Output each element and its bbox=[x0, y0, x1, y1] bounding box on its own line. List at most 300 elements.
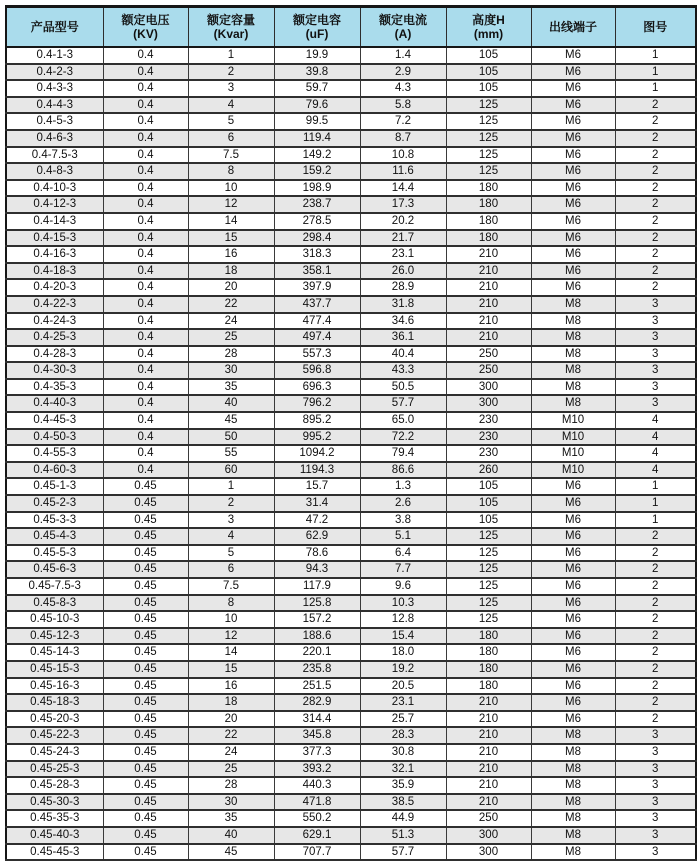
table-cell: M6 bbox=[531, 163, 615, 180]
table-cell: 210 bbox=[446, 794, 531, 811]
table-cell: 5.8 bbox=[360, 97, 446, 114]
table-cell: 0.4-12-3 bbox=[6, 196, 103, 213]
table-cell: 15.4 bbox=[360, 628, 446, 645]
table-cell: 0.45-5-3 bbox=[6, 545, 103, 562]
table-cell: 40.4 bbox=[360, 346, 446, 363]
table-cell: 250 bbox=[446, 362, 531, 379]
table-cell: M8 bbox=[531, 362, 615, 379]
table-cell: 0.4 bbox=[103, 263, 188, 280]
table-cell: 23.1 bbox=[360, 694, 446, 711]
table-row bbox=[6, 230, 696, 247]
table-cell: 278.5 bbox=[274, 213, 360, 230]
table-cell: M8 bbox=[531, 744, 615, 761]
table-cell: 25 bbox=[188, 761, 274, 778]
table-cell: 300 bbox=[446, 379, 531, 396]
table-cell: 210 bbox=[446, 313, 531, 330]
table-cell: 995.2 bbox=[274, 429, 360, 446]
header-label: 产品型号 bbox=[30, 20, 79, 34]
table-row bbox=[6, 810, 696, 827]
table-cell: 45 bbox=[188, 412, 274, 429]
table-row bbox=[6, 495, 696, 512]
header-rated-current bbox=[360, 7, 446, 48]
table-cell: 0.45-30-3 bbox=[6, 794, 103, 811]
table-cell: M6 bbox=[531, 130, 615, 147]
table-cell: 125 bbox=[446, 528, 531, 545]
table-cell: 2 bbox=[615, 97, 696, 114]
table-cell: 0.45-4-3 bbox=[6, 528, 103, 545]
table-cell: 238.7 bbox=[274, 196, 360, 213]
table-cell: 2 bbox=[615, 711, 696, 728]
table-cell: 210 bbox=[446, 744, 531, 761]
table-cell: 0.45 bbox=[103, 678, 188, 695]
table-row bbox=[6, 213, 696, 230]
table-row bbox=[6, 611, 696, 628]
table-cell: 9.6 bbox=[360, 578, 446, 595]
table-row bbox=[6, 628, 696, 645]
table-cell: M6 bbox=[531, 561, 615, 578]
table-cell: 22 bbox=[188, 727, 274, 744]
table-cell: 2 bbox=[615, 545, 696, 562]
table-cell: 2 bbox=[615, 661, 696, 678]
table-cell: 47.2 bbox=[274, 512, 360, 529]
table-cell: 180 bbox=[446, 661, 531, 678]
table-cell: 11.6 bbox=[360, 163, 446, 180]
table-cell: 0.4 bbox=[103, 80, 188, 97]
table-cell: 159.2 bbox=[274, 163, 360, 180]
table-cell: M6 bbox=[531, 512, 615, 529]
table-cell: 4 bbox=[615, 412, 696, 429]
table-cell: 596.8 bbox=[274, 362, 360, 379]
table-cell: 0.4 bbox=[103, 64, 188, 81]
table-cell: 0.45 bbox=[103, 528, 188, 545]
table-row bbox=[6, 595, 696, 612]
table-cell: 0.4-14-3 bbox=[6, 213, 103, 230]
table-row bbox=[6, 512, 696, 529]
table-cell: M8 bbox=[531, 810, 615, 827]
table-cell: 210 bbox=[446, 246, 531, 263]
table-cell: 0.45-24-3 bbox=[6, 744, 103, 761]
table-cell: 180 bbox=[446, 678, 531, 695]
table-cell: 282.9 bbox=[274, 694, 360, 711]
table-cell: 2 bbox=[188, 495, 274, 512]
table-cell: 0.4 bbox=[103, 147, 188, 164]
table-cell: 79.4 bbox=[360, 445, 446, 462]
table-cell: 3 bbox=[615, 761, 696, 778]
table-cell: 2 bbox=[188, 64, 274, 81]
table-cell: 3 bbox=[615, 395, 696, 412]
table-cell: 105 bbox=[446, 64, 531, 81]
table-cell: 14.4 bbox=[360, 180, 446, 197]
table-cell: 72.2 bbox=[360, 429, 446, 446]
table-cell: 14 bbox=[188, 213, 274, 230]
table-row bbox=[6, 462, 696, 479]
table-cell: 26.0 bbox=[360, 263, 446, 280]
table-cell: 0.45 bbox=[103, 578, 188, 595]
table-cell: 210 bbox=[446, 329, 531, 346]
table-cell: 1.3 bbox=[360, 478, 446, 495]
table-cell: 2 bbox=[615, 113, 696, 130]
table-cell: 2 bbox=[615, 644, 696, 661]
table-cell: 16 bbox=[188, 678, 274, 695]
table-cell: 250 bbox=[446, 810, 531, 827]
header-unit: (KV) bbox=[133, 27, 158, 41]
table-cell: 125 bbox=[446, 97, 531, 114]
table-cell: 3 bbox=[615, 296, 696, 313]
table-cell: 2 bbox=[615, 213, 696, 230]
table-cell: 86.6 bbox=[360, 462, 446, 479]
table-cell: 35 bbox=[188, 379, 274, 396]
table-cell: 4 bbox=[188, 97, 274, 114]
table-cell: 210 bbox=[446, 711, 531, 728]
table-row bbox=[6, 827, 696, 844]
table-cell: M6 bbox=[531, 711, 615, 728]
header-label: 高度H bbox=[472, 13, 505, 27]
table-cell: 0.4 bbox=[103, 445, 188, 462]
table-cell: 15 bbox=[188, 661, 274, 678]
table-row bbox=[6, 678, 696, 695]
table-cell: M8 bbox=[531, 395, 615, 412]
table-cell: 0.4-5-3 bbox=[6, 113, 103, 130]
table-row bbox=[6, 47, 696, 64]
table-cell: M8 bbox=[531, 379, 615, 396]
table-cell: M6 bbox=[531, 628, 615, 645]
table-cell: 300 bbox=[446, 395, 531, 412]
table-cell: 1 bbox=[188, 47, 274, 64]
table-cell: M6 bbox=[531, 246, 615, 263]
table-cell: 0.45-2-3 bbox=[6, 495, 103, 512]
table-cell: 0.4-22-3 bbox=[6, 296, 103, 313]
table-cell: 125 bbox=[446, 561, 531, 578]
table-cell: 105 bbox=[446, 47, 531, 64]
table-row bbox=[6, 113, 696, 130]
table-cell: 497.4 bbox=[274, 329, 360, 346]
table-cell: 50 bbox=[188, 429, 274, 446]
table-cell: 3 bbox=[615, 827, 696, 844]
table-cell: 377.3 bbox=[274, 744, 360, 761]
table-cell: 2.6 bbox=[360, 495, 446, 512]
table-cell: 1 bbox=[615, 512, 696, 529]
header-figure-number bbox=[615, 7, 696, 48]
header-rated-voltage bbox=[103, 7, 188, 48]
table-cell: 0.4 bbox=[103, 163, 188, 180]
table-cell: 180 bbox=[446, 213, 531, 230]
table-cell: M8 bbox=[531, 794, 615, 811]
table-cell: M8 bbox=[531, 296, 615, 313]
table-cell: M8 bbox=[531, 761, 615, 778]
table-cell: 32.1 bbox=[360, 761, 446, 778]
table-cell: 45 bbox=[188, 844, 274, 861]
table-cell: 707.7 bbox=[274, 844, 360, 861]
table-cell: 0.45-1-3 bbox=[6, 478, 103, 495]
table-cell: 2 bbox=[615, 628, 696, 645]
table-row bbox=[6, 711, 696, 728]
table-cell: 0.4 bbox=[103, 412, 188, 429]
table-cell: 0.45 bbox=[103, 495, 188, 512]
table-cell: 0.45-10-3 bbox=[6, 611, 103, 628]
table-cell: M8 bbox=[531, 844, 615, 861]
table-cell: 0.45 bbox=[103, 561, 188, 578]
table-cell: 0.4 bbox=[103, 230, 188, 247]
table-cell: 260 bbox=[446, 462, 531, 479]
table-cell: 300 bbox=[446, 827, 531, 844]
table-cell: 149.2 bbox=[274, 147, 360, 164]
table-cell: 125.8 bbox=[274, 595, 360, 612]
table-cell: M6 bbox=[531, 644, 615, 661]
table-cell: M10 bbox=[531, 445, 615, 462]
table-cell: 8 bbox=[188, 595, 274, 612]
table-cell: 20 bbox=[188, 279, 274, 296]
table-cell: 20.2 bbox=[360, 213, 446, 230]
table-cell: 0.45 bbox=[103, 794, 188, 811]
table-cell: 180 bbox=[446, 196, 531, 213]
table-cell: 0.4-18-3 bbox=[6, 263, 103, 280]
table-cell: 8.7 bbox=[360, 130, 446, 147]
table-cell: 38.5 bbox=[360, 794, 446, 811]
table-cell: M10 bbox=[531, 412, 615, 429]
table-cell: M6 bbox=[531, 230, 615, 247]
table-cell: 550.2 bbox=[274, 810, 360, 827]
table-cell: 60 bbox=[188, 462, 274, 479]
table-cell: 17.3 bbox=[360, 196, 446, 213]
table-cell: 0.4 bbox=[103, 395, 188, 412]
table-row bbox=[6, 545, 696, 562]
table-cell: 125 bbox=[446, 545, 531, 562]
table-cell: 16 bbox=[188, 246, 274, 263]
table-cell: 796.2 bbox=[274, 395, 360, 412]
table-cell: 1 bbox=[615, 478, 696, 495]
table-cell: M6 bbox=[531, 213, 615, 230]
table-cell: M6 bbox=[531, 528, 615, 545]
table-row bbox=[6, 395, 696, 412]
table-row bbox=[6, 844, 696, 861]
table-cell: 15.7 bbox=[274, 478, 360, 495]
table-cell: M6 bbox=[531, 80, 615, 97]
header-height bbox=[446, 7, 531, 48]
table-cell: 10 bbox=[188, 180, 274, 197]
table-row bbox=[6, 196, 696, 213]
table-cell: 4 bbox=[615, 462, 696, 479]
table-cell: M6 bbox=[531, 97, 615, 114]
table-cell: 0.4 bbox=[103, 113, 188, 130]
table-cell: 65.0 bbox=[360, 412, 446, 429]
table-cell: 125 bbox=[446, 595, 531, 612]
table-cell: 31.8 bbox=[360, 296, 446, 313]
table-cell: 358.1 bbox=[274, 263, 360, 280]
table-row bbox=[6, 130, 696, 147]
table-cell: 28 bbox=[188, 777, 274, 794]
table-cell: 2 bbox=[615, 130, 696, 147]
table-cell: 125 bbox=[446, 147, 531, 164]
table-cell: 298.4 bbox=[274, 230, 360, 247]
table-cell: 31.4 bbox=[274, 495, 360, 512]
table-cell: 0.4-35-3 bbox=[6, 379, 103, 396]
table-cell: 3 bbox=[615, 329, 696, 346]
table-cell: 24 bbox=[188, 313, 274, 330]
header-terminal bbox=[531, 7, 615, 48]
table-cell: 59.7 bbox=[274, 80, 360, 97]
table-cell: 105 bbox=[446, 478, 531, 495]
table-cell: M6 bbox=[531, 595, 615, 612]
table-cell: 0.4-40-3 bbox=[6, 395, 103, 412]
table-cell: 12 bbox=[188, 196, 274, 213]
table-cell: 79.6 bbox=[274, 97, 360, 114]
table-cell: 105 bbox=[446, 80, 531, 97]
table-cell: 0.45-3-3 bbox=[6, 512, 103, 529]
table-cell: 3 bbox=[615, 794, 696, 811]
table-cell: 0.4-10-3 bbox=[6, 180, 103, 197]
table-cell: 35.9 bbox=[360, 777, 446, 794]
table-cell: M8 bbox=[531, 777, 615, 794]
table-cell: 0.45-7.5-3 bbox=[6, 578, 103, 595]
table-cell: 696.3 bbox=[274, 379, 360, 396]
table-row bbox=[6, 147, 696, 164]
table-row bbox=[6, 329, 696, 346]
table-cell: 3 bbox=[615, 379, 696, 396]
table-cell: 3.8 bbox=[360, 512, 446, 529]
table-cell: 0.4 bbox=[103, 429, 188, 446]
table-cell: 0.4-20-3 bbox=[6, 279, 103, 296]
table-cell: 440.3 bbox=[274, 777, 360, 794]
table-cell: 19.2 bbox=[360, 661, 446, 678]
table-cell: 7.5 bbox=[188, 578, 274, 595]
table-cell: 345.8 bbox=[274, 727, 360, 744]
table-cell: 5 bbox=[188, 113, 274, 130]
table-cell: 0.4-24-3 bbox=[6, 313, 103, 330]
table-cell: 22 bbox=[188, 296, 274, 313]
table-cell: 0.4 bbox=[103, 246, 188, 263]
table-cell: 28.3 bbox=[360, 727, 446, 744]
table-cell: 198.9 bbox=[274, 180, 360, 197]
table-row bbox=[6, 379, 696, 396]
table-cell: 2.9 bbox=[360, 64, 446, 81]
table-cell: 0.45 bbox=[103, 628, 188, 645]
table-cell: 57.7 bbox=[360, 395, 446, 412]
table-cell: 40 bbox=[188, 827, 274, 844]
header-unit: (Kvar) bbox=[213, 27, 249, 41]
table-row bbox=[6, 362, 696, 379]
table-row bbox=[6, 263, 696, 280]
table-cell: 0.45 bbox=[103, 711, 188, 728]
table-row bbox=[6, 528, 696, 545]
table-cell: 477.4 bbox=[274, 313, 360, 330]
table-cell: 18.0 bbox=[360, 644, 446, 661]
table-cell: 0.4-2-3 bbox=[6, 64, 103, 81]
table-cell: 220.1 bbox=[274, 644, 360, 661]
table-row bbox=[6, 163, 696, 180]
table-cell: 5 bbox=[188, 545, 274, 562]
table-cell: 230 bbox=[446, 429, 531, 446]
table-cell: 21.7 bbox=[360, 230, 446, 247]
table-cell: 0.45 bbox=[103, 744, 188, 761]
header-unit: (A) bbox=[394, 27, 412, 41]
table-cell: 0.4 bbox=[103, 47, 188, 64]
table-cell: 3 bbox=[188, 80, 274, 97]
table-cell: 300 bbox=[446, 844, 531, 861]
table-cell: 10.8 bbox=[360, 147, 446, 164]
table-cell: 0.45-22-3 bbox=[6, 727, 103, 744]
table-cell: 0.45-28-3 bbox=[6, 777, 103, 794]
table-cell: 0.4 bbox=[103, 346, 188, 363]
table-cell: 210 bbox=[446, 263, 531, 280]
table-cell: 318.3 bbox=[274, 246, 360, 263]
table-cell: 314.4 bbox=[274, 711, 360, 728]
table-cell: 125 bbox=[446, 611, 531, 628]
table-cell: 2 bbox=[615, 147, 696, 164]
table-cell: 3 bbox=[615, 727, 696, 744]
table-cell: 4 bbox=[188, 528, 274, 545]
table-cell: 0.45 bbox=[103, 761, 188, 778]
table-row bbox=[6, 744, 696, 761]
table-cell: 23.1 bbox=[360, 246, 446, 263]
table-cell: 62.9 bbox=[274, 528, 360, 545]
header-label: 额定电压 bbox=[121, 13, 170, 27]
table-row bbox=[6, 694, 696, 711]
table-cell: 1 bbox=[615, 80, 696, 97]
table-cell: M6 bbox=[531, 545, 615, 562]
header-unit: (mm) bbox=[473, 27, 504, 41]
header-rated-capacity bbox=[188, 7, 274, 48]
table-cell: 1 bbox=[188, 478, 274, 495]
table-cell: M8 bbox=[531, 313, 615, 330]
table-cell: 57.7 bbox=[360, 844, 446, 861]
table-cell: M6 bbox=[531, 263, 615, 280]
table-cell: 1 bbox=[615, 47, 696, 64]
table-cell: M8 bbox=[531, 827, 615, 844]
table-cell: 125 bbox=[446, 578, 531, 595]
table-cell: 0.45 bbox=[103, 478, 188, 495]
table-cell: 1.4 bbox=[360, 47, 446, 64]
table-cell: 1 bbox=[615, 495, 696, 512]
table-cell: 7.2 bbox=[360, 113, 446, 130]
table-cell: 3 bbox=[615, 844, 696, 861]
table-row bbox=[6, 644, 696, 661]
table-cell: 0.45 bbox=[103, 777, 188, 794]
table-cell: 0.45 bbox=[103, 595, 188, 612]
table-cell: 99.5 bbox=[274, 113, 360, 130]
table-row bbox=[6, 279, 696, 296]
table-cell: 50.5 bbox=[360, 379, 446, 396]
table-cell: 78.6 bbox=[274, 545, 360, 562]
table-cell: M10 bbox=[531, 462, 615, 479]
table-cell: 393.2 bbox=[274, 761, 360, 778]
table-cell: 0.45-40-3 bbox=[6, 827, 103, 844]
table-cell: 0.4 bbox=[103, 279, 188, 296]
table-cell: 0.4 bbox=[103, 362, 188, 379]
table-row bbox=[6, 296, 696, 313]
table-cell: 0.45-16-3 bbox=[6, 678, 103, 695]
table-cell: M6 bbox=[531, 495, 615, 512]
table-row bbox=[6, 97, 696, 114]
table-cell: 5.1 bbox=[360, 528, 446, 545]
table-cell: 2 bbox=[615, 279, 696, 296]
table-cell: 18 bbox=[188, 694, 274, 711]
table-row bbox=[6, 578, 696, 595]
table-cell: 30 bbox=[188, 362, 274, 379]
header-label: 出线端子 bbox=[548, 20, 597, 34]
table-cell: 6 bbox=[188, 561, 274, 578]
table-row bbox=[6, 346, 696, 363]
table-cell: M6 bbox=[531, 47, 615, 64]
table-cell: 8 bbox=[188, 163, 274, 180]
table-cell: 180 bbox=[446, 230, 531, 247]
table-cell: 437.7 bbox=[274, 296, 360, 313]
table-row bbox=[6, 445, 696, 462]
header-label: 额定电容 bbox=[292, 13, 341, 27]
table-cell: 0.4-50-3 bbox=[6, 429, 103, 446]
table-cell: 125 bbox=[446, 163, 531, 180]
table-cell: M8 bbox=[531, 346, 615, 363]
table-cell: 15 bbox=[188, 230, 274, 247]
